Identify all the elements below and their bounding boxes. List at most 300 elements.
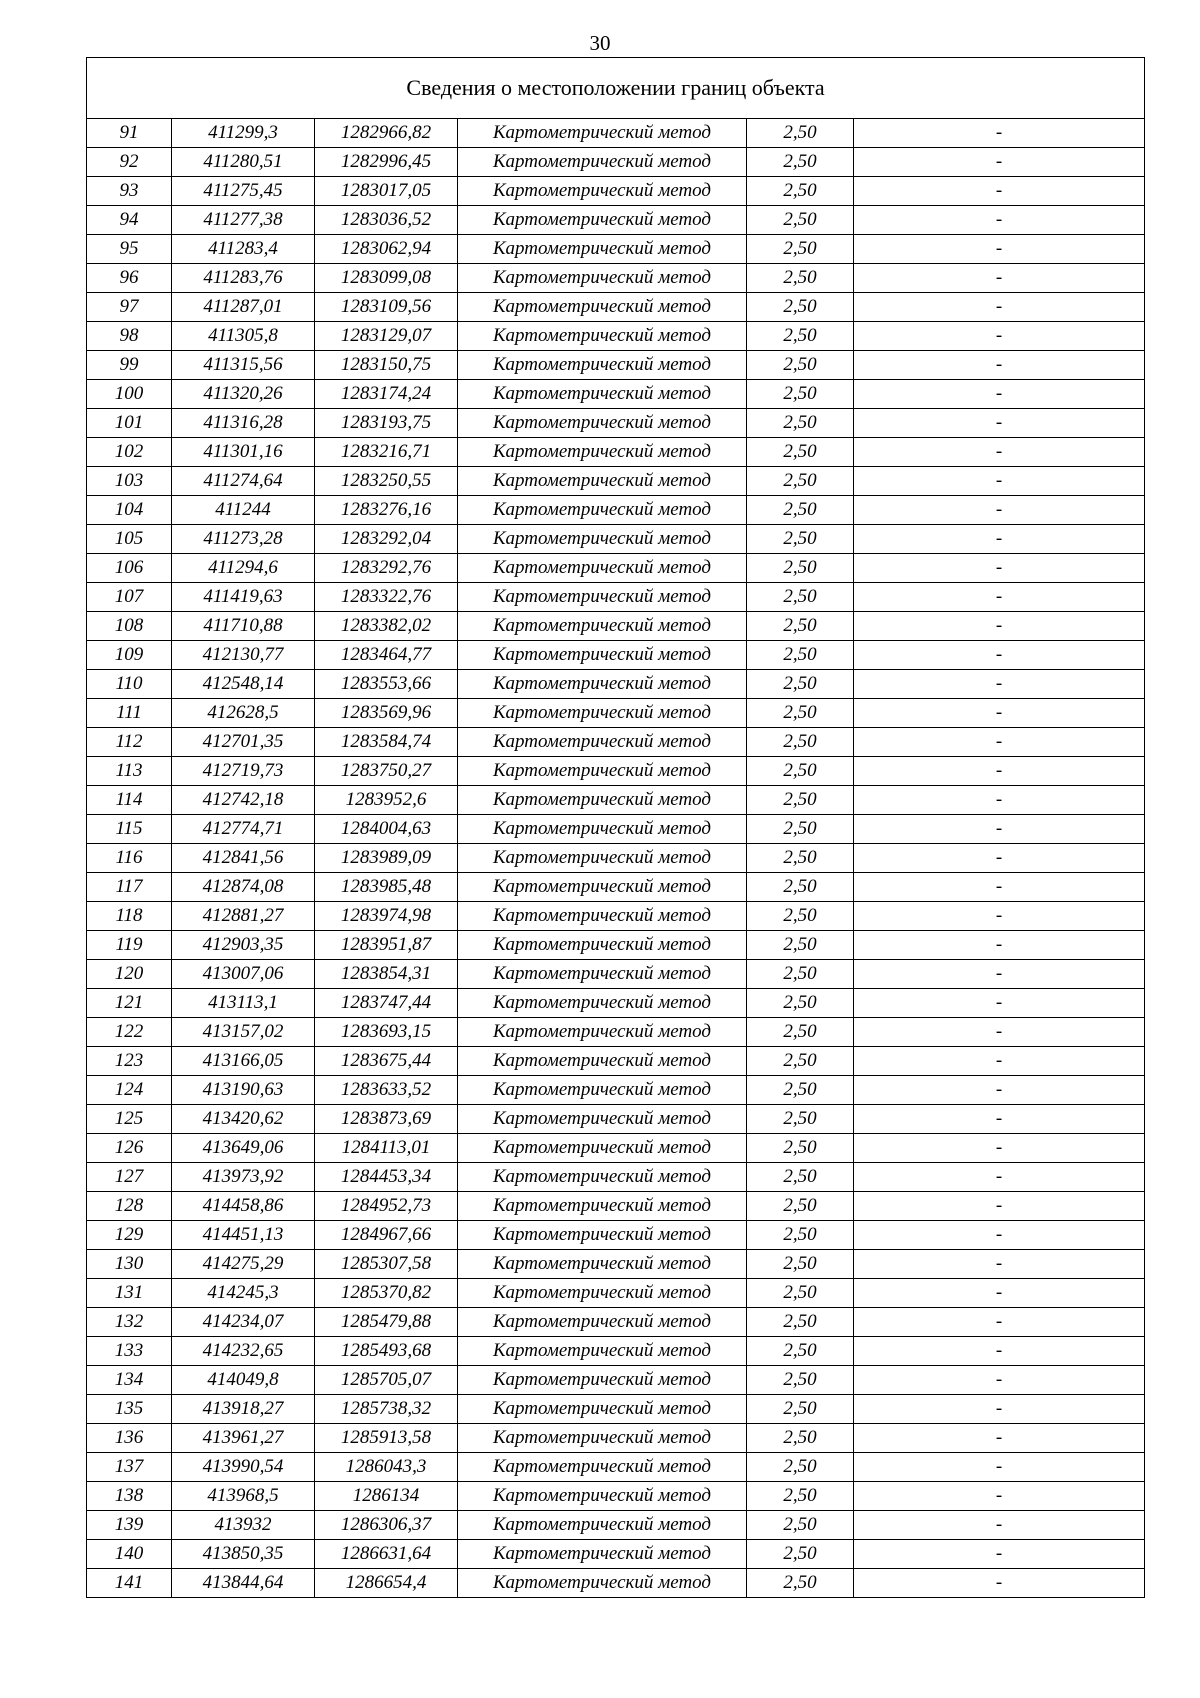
method-cell: Картометрический метод (458, 1163, 747, 1192)
accuracy-cell: 2,50 (747, 583, 854, 612)
table-row (87, 815, 1145, 844)
y-coordinate-cell: 1285370,82 (315, 1279, 458, 1308)
y-coordinate-cell: 1284453,34 (315, 1163, 458, 1192)
point-number-cell: 139 (87, 1511, 172, 1540)
y-coordinate-cell: 1283193,75 (315, 409, 458, 438)
y-coordinate-cell: 1283854,31 (315, 960, 458, 989)
x-coordinate-cell: 413007,06 (172, 960, 315, 989)
description-cell: - (854, 873, 1145, 902)
x-coordinate-cell: 412742,18 (172, 786, 315, 815)
description-cell: - (854, 1279, 1145, 1308)
y-coordinate-cell: 1283750,27 (315, 757, 458, 786)
description-cell: - (854, 322, 1145, 351)
table-row (87, 525, 1145, 554)
point-number-cell: 128 (87, 1192, 172, 1221)
description-cell: - (854, 670, 1145, 699)
y-coordinate-cell: 1283569,96 (315, 699, 458, 728)
y-coordinate-cell: 1282996,45 (315, 148, 458, 177)
method-cell: Картометрический метод (458, 902, 747, 931)
description-cell: - (854, 612, 1145, 641)
point-number-cell: 126 (87, 1134, 172, 1163)
description-cell: - (854, 351, 1145, 380)
description-cell: - (854, 583, 1145, 612)
point-number-cell: 136 (87, 1424, 172, 1453)
table-row (87, 1134, 1145, 1163)
x-coordinate-cell: 411274,64 (172, 467, 315, 496)
y-coordinate-cell: 1285307,58 (315, 1250, 458, 1279)
table-row (87, 1366, 1145, 1395)
table-row (87, 438, 1145, 467)
method-cell: Картометрический метод (458, 844, 747, 873)
point-number-cell: 103 (87, 467, 172, 496)
accuracy-cell: 2,50 (747, 844, 854, 873)
method-cell: Картометрический метод (458, 293, 747, 322)
point-number-cell: 119 (87, 931, 172, 960)
accuracy-cell: 2,50 (747, 467, 854, 496)
method-cell: Картометрический метод (458, 989, 747, 1018)
description-cell: - (854, 177, 1145, 206)
x-coordinate-cell: 413932 (172, 1511, 315, 1540)
y-coordinate-cell: 1286134 (315, 1482, 458, 1511)
description-cell: - (854, 1424, 1145, 1453)
accuracy-cell: 2,50 (747, 931, 854, 960)
x-coordinate-cell: 413973,92 (172, 1163, 315, 1192)
y-coordinate-cell: 1283989,09 (315, 844, 458, 873)
accuracy-cell: 2,50 (747, 786, 854, 815)
x-coordinate-cell: 414245,3 (172, 1279, 315, 1308)
description-cell: - (854, 815, 1145, 844)
accuracy-cell: 2,50 (747, 554, 854, 583)
x-coordinate-cell: 411710,88 (172, 612, 315, 641)
accuracy-cell: 2,50 (747, 873, 854, 902)
point-number-cell: 110 (87, 670, 172, 699)
accuracy-cell: 2,50 (747, 409, 854, 438)
accuracy-cell: 2,50 (747, 1105, 854, 1134)
y-coordinate-cell: 1283952,6 (315, 786, 458, 815)
description-cell: - (854, 525, 1145, 554)
point-number-cell: 97 (87, 293, 172, 322)
table-row (87, 1163, 1145, 1192)
y-coordinate-cell: 1283985,48 (315, 873, 458, 902)
x-coordinate-cell: 413961,27 (172, 1424, 315, 1453)
y-coordinate-cell: 1283322,76 (315, 583, 458, 612)
description-cell: - (854, 1337, 1145, 1366)
x-coordinate-cell: 411294,6 (172, 554, 315, 583)
table-row (87, 1250, 1145, 1279)
accuracy-cell: 2,50 (747, 293, 854, 322)
point-number-cell: 108 (87, 612, 172, 641)
table-row (87, 989, 1145, 1018)
x-coordinate-cell: 412701,35 (172, 728, 315, 757)
table-row (87, 235, 1145, 264)
y-coordinate-cell: 1283292,04 (315, 525, 458, 554)
accuracy-cell: 2,50 (747, 989, 854, 1018)
description-cell: - (854, 235, 1145, 264)
point-number-cell: 107 (87, 583, 172, 612)
method-cell: Картометрический метод (458, 148, 747, 177)
y-coordinate-cell: 1284952,73 (315, 1192, 458, 1221)
description-cell: - (854, 496, 1145, 525)
point-number-cell: 105 (87, 525, 172, 554)
method-cell: Картометрический метод (458, 119, 747, 148)
x-coordinate-cell: 413844,64 (172, 1569, 315, 1598)
accuracy-cell: 2,50 (747, 1308, 854, 1337)
y-coordinate-cell: 1286631,64 (315, 1540, 458, 1569)
table-row (87, 496, 1145, 525)
y-coordinate-cell: 1283062,94 (315, 235, 458, 264)
point-number-cell: 123 (87, 1047, 172, 1076)
y-coordinate-cell: 1284113,01 (315, 1134, 458, 1163)
table-row (87, 1047, 1145, 1076)
y-coordinate-cell: 1285705,07 (315, 1366, 458, 1395)
point-number-cell: 129 (87, 1221, 172, 1250)
y-coordinate-cell: 1283464,77 (315, 641, 458, 670)
x-coordinate-cell: 413968,5 (172, 1482, 315, 1511)
x-coordinate-cell: 411315,56 (172, 351, 315, 380)
description-cell: - (854, 1569, 1145, 1598)
method-cell: Картометрический метод (458, 1047, 747, 1076)
method-cell: Картометрический метод (458, 1511, 747, 1540)
y-coordinate-cell: 1283873,69 (315, 1105, 458, 1134)
accuracy-cell: 2,50 (747, 1192, 854, 1221)
point-number-cell: 131 (87, 1279, 172, 1308)
description-cell: - (854, 293, 1145, 322)
y-coordinate-cell: 1283150,75 (315, 351, 458, 380)
table-row (87, 1540, 1145, 1569)
method-cell: Картометрический метод (458, 1395, 747, 1424)
method-cell: Картометрический метод (458, 1337, 747, 1366)
x-coordinate-cell: 412719,73 (172, 757, 315, 786)
table-row (87, 757, 1145, 786)
accuracy-cell: 2,50 (747, 1163, 854, 1192)
accuracy-cell: 2,50 (747, 1366, 854, 1395)
x-coordinate-cell: 414275,29 (172, 1250, 315, 1279)
x-coordinate-cell: 411275,45 (172, 177, 315, 206)
table-row (87, 699, 1145, 728)
method-cell: Картометрический метод (458, 1366, 747, 1395)
description-cell: - (854, 206, 1145, 235)
table-row (87, 1453, 1145, 1482)
point-number-cell: 93 (87, 177, 172, 206)
point-number-cell: 94 (87, 206, 172, 235)
accuracy-cell: 2,50 (747, 728, 854, 757)
description-cell: - (854, 1540, 1145, 1569)
description-cell: - (854, 409, 1145, 438)
x-coordinate-cell: 411320,26 (172, 380, 315, 409)
table-row (87, 1482, 1145, 1511)
x-coordinate-cell: 413990,54 (172, 1453, 315, 1482)
accuracy-cell: 2,50 (747, 699, 854, 728)
x-coordinate-cell: 412903,35 (172, 931, 315, 960)
accuracy-cell: 2,50 (747, 119, 854, 148)
point-number-cell: 102 (87, 438, 172, 467)
x-coordinate-cell: 413166,05 (172, 1047, 315, 1076)
point-number-cell: 95 (87, 235, 172, 264)
table-row (87, 1395, 1145, 1424)
accuracy-cell: 2,50 (747, 177, 854, 206)
accuracy-cell: 2,50 (747, 525, 854, 554)
x-coordinate-cell: 411287,01 (172, 293, 315, 322)
x-coordinate-cell: 412874,08 (172, 873, 315, 902)
description-cell: - (854, 1105, 1145, 1134)
x-coordinate-cell: 411419,63 (172, 583, 315, 612)
method-cell: Картометрический метод (458, 960, 747, 989)
point-number-cell: 92 (87, 148, 172, 177)
point-number-cell: 137 (87, 1453, 172, 1482)
y-coordinate-cell: 1283276,16 (315, 496, 458, 525)
y-coordinate-cell: 1283553,66 (315, 670, 458, 699)
method-cell: Картометрический метод (458, 1569, 747, 1598)
y-coordinate-cell: 1283584,74 (315, 728, 458, 757)
method-cell: Картометрический метод (458, 670, 747, 699)
description-cell: - (854, 264, 1145, 293)
x-coordinate-cell: 411277,38 (172, 206, 315, 235)
method-cell: Картометрический метод (458, 409, 747, 438)
page-number: 30 (589, 31, 611, 55)
table-caption: Сведения о местоположении границ объекта (87, 58, 1145, 119)
description-cell: - (854, 757, 1145, 786)
method-cell: Картометрический метод (458, 1279, 747, 1308)
table-row (87, 554, 1145, 583)
y-coordinate-cell: 1283099,08 (315, 264, 458, 293)
y-coordinate-cell: 1285913,58 (315, 1424, 458, 1453)
y-coordinate-cell: 1283250,55 (315, 467, 458, 496)
point-number-cell: 99 (87, 351, 172, 380)
point-number-cell: 121 (87, 989, 172, 1018)
description-cell: - (854, 902, 1145, 931)
x-coordinate-cell: 413850,35 (172, 1540, 315, 1569)
point-number-cell: 109 (87, 641, 172, 670)
table-row (87, 1076, 1145, 1105)
method-cell: Картометрический метод (458, 1482, 747, 1511)
y-coordinate-cell: 1286654,4 (315, 1569, 458, 1598)
x-coordinate-cell: 412548,14 (172, 670, 315, 699)
point-number-cell: 127 (87, 1163, 172, 1192)
point-number-cell: 138 (87, 1482, 172, 1511)
x-coordinate-cell: 414451,13 (172, 1221, 315, 1250)
point-number-cell: 135 (87, 1395, 172, 1424)
table-row (87, 177, 1145, 206)
table-row (87, 583, 1145, 612)
y-coordinate-cell: 1284004,63 (315, 815, 458, 844)
y-coordinate-cell: 1286306,37 (315, 1511, 458, 1540)
accuracy-cell: 2,50 (747, 380, 854, 409)
method-cell: Картометрический метод (458, 554, 747, 583)
accuracy-cell: 2,50 (747, 496, 854, 525)
accuracy-cell: 2,50 (747, 757, 854, 786)
description-cell: - (854, 1308, 1145, 1337)
description-cell: - (854, 1511, 1145, 1540)
point-number-cell: 140 (87, 1540, 172, 1569)
accuracy-cell: 2,50 (747, 264, 854, 293)
method-cell: Картометрический метод (458, 496, 747, 525)
x-coordinate-cell: 413190,63 (172, 1076, 315, 1105)
table-row (87, 119, 1145, 148)
description-cell: - (854, 438, 1145, 467)
accuracy-cell: 2,50 (747, 815, 854, 844)
accuracy-cell: 2,50 (747, 1221, 854, 1250)
x-coordinate-cell: 411305,8 (172, 322, 315, 351)
table-row (87, 351, 1145, 380)
x-coordinate-cell: 411301,16 (172, 438, 315, 467)
x-coordinate-cell: 412841,56 (172, 844, 315, 873)
accuracy-cell: 2,50 (747, 235, 854, 264)
method-cell: Картометрический метод (458, 1540, 747, 1569)
accuracy-cell: 2,50 (747, 960, 854, 989)
x-coordinate-cell: 412130,77 (172, 641, 315, 670)
accuracy-cell: 2,50 (747, 206, 854, 235)
table-row (87, 960, 1145, 989)
accuracy-cell: 2,50 (747, 351, 854, 380)
point-number-cell: 124 (87, 1076, 172, 1105)
description-cell: - (854, 1366, 1145, 1395)
accuracy-cell: 2,50 (747, 1134, 854, 1163)
x-coordinate-cell: 411244 (172, 496, 315, 525)
method-cell: Картометрический метод (458, 322, 747, 351)
table-row (87, 670, 1145, 699)
accuracy-cell: 2,50 (747, 1453, 854, 1482)
point-number-cell: 113 (87, 757, 172, 786)
x-coordinate-cell: 412881,27 (172, 902, 315, 931)
accuracy-cell: 2,50 (747, 1279, 854, 1308)
table-row (87, 786, 1145, 815)
method-cell: Картометрический метод (458, 931, 747, 960)
table-row (87, 1308, 1145, 1337)
method-cell: Картометрический метод (458, 583, 747, 612)
table-row (87, 1424, 1145, 1453)
point-number-cell: 118 (87, 902, 172, 931)
description-cell: - (854, 1134, 1145, 1163)
method-cell: Картометрический метод (458, 235, 747, 264)
point-number-cell: 134 (87, 1366, 172, 1395)
method-cell: Картометрический метод (458, 1250, 747, 1279)
description-cell: - (854, 844, 1145, 873)
description-cell: - (854, 641, 1145, 670)
table-row (87, 902, 1145, 931)
y-coordinate-cell: 1283292,76 (315, 554, 458, 583)
y-coordinate-cell: 1285493,68 (315, 1337, 458, 1366)
x-coordinate-cell: 411280,51 (172, 148, 315, 177)
y-coordinate-cell: 1283382,02 (315, 612, 458, 641)
x-coordinate-cell: 413113,1 (172, 989, 315, 1018)
accuracy-cell: 2,50 (747, 1511, 854, 1540)
accuracy-cell: 2,50 (747, 148, 854, 177)
method-cell: Картометрический метод (458, 467, 747, 496)
x-coordinate-cell: 411283,4 (172, 235, 315, 264)
point-number-cell: 120 (87, 960, 172, 989)
point-number-cell: 125 (87, 1105, 172, 1134)
description-cell: - (854, 931, 1145, 960)
accuracy-cell: 2,50 (747, 1337, 854, 1366)
table-row (87, 322, 1145, 351)
point-number-cell: 141 (87, 1569, 172, 1598)
x-coordinate-cell: 413649,06 (172, 1134, 315, 1163)
x-coordinate-cell: 413420,62 (172, 1105, 315, 1134)
accuracy-cell: 2,50 (747, 902, 854, 931)
point-number-cell: 130 (87, 1250, 172, 1279)
table-row (87, 206, 1145, 235)
point-number-cell: 117 (87, 873, 172, 902)
point-number-cell: 116 (87, 844, 172, 873)
description-cell: - (854, 467, 1145, 496)
description-cell: - (854, 699, 1145, 728)
method-cell: Картометрический метод (458, 699, 747, 728)
method-cell: Картометрический метод (458, 1134, 747, 1163)
description-cell: - (854, 786, 1145, 815)
description-cell: - (854, 989, 1145, 1018)
table-caption-row (87, 58, 1145, 119)
y-coordinate-cell: 1285479,88 (315, 1308, 458, 1337)
point-number-cell: 91 (87, 119, 172, 148)
y-coordinate-cell: 1284967,66 (315, 1221, 458, 1250)
x-coordinate-cell: 414232,65 (172, 1337, 315, 1366)
accuracy-cell: 2,50 (747, 322, 854, 351)
description-cell: - (854, 960, 1145, 989)
description-cell: - (854, 148, 1145, 177)
point-number-cell: 106 (87, 554, 172, 583)
description-cell: - (854, 1018, 1145, 1047)
method-cell: Картометрический метод (458, 206, 747, 235)
description-cell: - (854, 1076, 1145, 1105)
boundary-coordinates-table (86, 57, 1145, 1598)
method-cell: Картометрический метод (458, 641, 747, 670)
method-cell: Картометрический метод (458, 1076, 747, 1105)
table-row (87, 1337, 1145, 1366)
method-cell: Картометрический метод (458, 815, 747, 844)
point-number-cell: 96 (87, 264, 172, 293)
x-coordinate-cell: 414049,8 (172, 1366, 315, 1395)
table-row (87, 409, 1145, 438)
accuracy-cell: 2,50 (747, 1569, 854, 1598)
table-row (87, 728, 1145, 757)
y-coordinate-cell: 1283109,56 (315, 293, 458, 322)
table-row (87, 1018, 1145, 1047)
method-cell: Картометрический метод (458, 612, 747, 641)
y-coordinate-cell: 1283974,98 (315, 902, 458, 931)
description-cell: - (854, 554, 1145, 583)
table-row (87, 641, 1145, 670)
accuracy-cell: 2,50 (747, 1424, 854, 1453)
description-cell: - (854, 1250, 1145, 1279)
y-coordinate-cell: 1283675,44 (315, 1047, 458, 1076)
y-coordinate-cell: 1286043,3 (315, 1453, 458, 1482)
y-coordinate-cell: 1282966,82 (315, 119, 458, 148)
x-coordinate-cell: 411273,28 (172, 525, 315, 554)
accuracy-cell: 2,50 (747, 1076, 854, 1105)
x-coordinate-cell: 412774,71 (172, 815, 315, 844)
table-row (87, 844, 1145, 873)
method-cell: Картометрический метод (458, 264, 747, 293)
y-coordinate-cell: 1283017,05 (315, 177, 458, 206)
description-cell: - (854, 1482, 1145, 1511)
y-coordinate-cell: 1283951,87 (315, 931, 458, 960)
table-row (87, 612, 1145, 641)
x-coordinate-cell: 411316,28 (172, 409, 315, 438)
description-cell: - (854, 119, 1145, 148)
description-cell: - (854, 1047, 1145, 1076)
accuracy-cell: 2,50 (747, 670, 854, 699)
table-row (87, 380, 1145, 409)
method-cell: Картометрический метод (458, 1424, 747, 1453)
description-cell: - (854, 1395, 1145, 1424)
accuracy-cell: 2,50 (747, 641, 854, 670)
accuracy-cell: 2,50 (747, 1047, 854, 1076)
x-coordinate-cell: 413157,02 (172, 1018, 315, 1047)
point-number-cell: 104 (87, 496, 172, 525)
method-cell: Картометрический метод (458, 873, 747, 902)
method-cell: Картометрический метод (458, 1018, 747, 1047)
description-cell: - (854, 380, 1145, 409)
